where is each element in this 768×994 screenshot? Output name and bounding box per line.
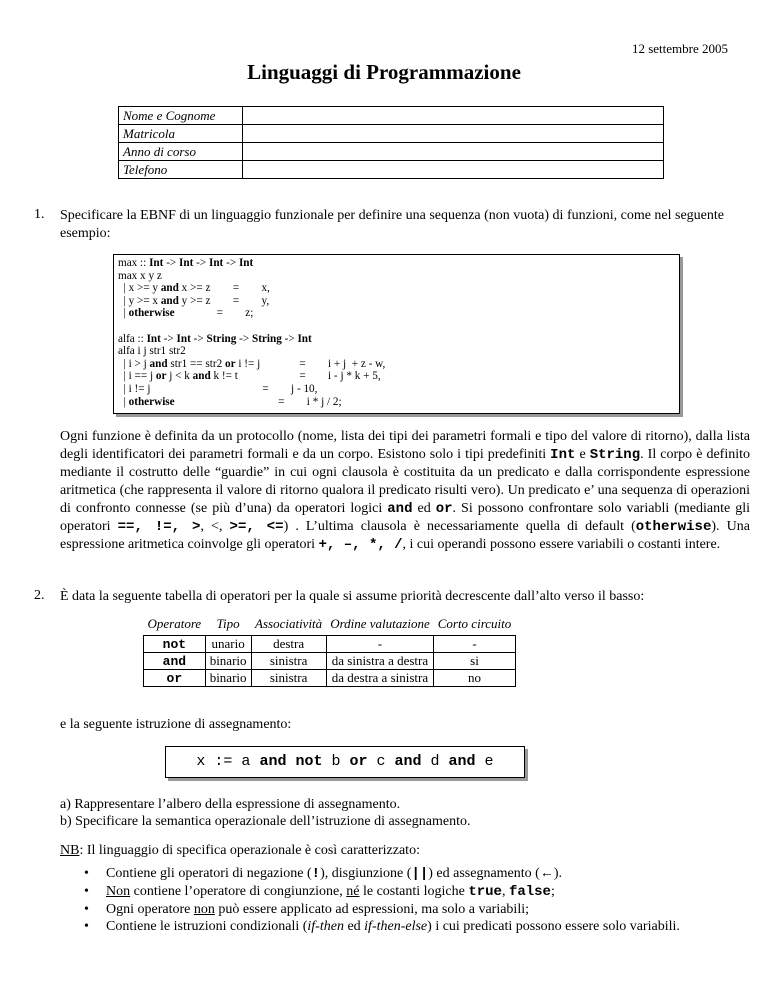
code-line bbox=[118, 270, 675, 283]
student-field-label: Anno di corso bbox=[119, 143, 243, 161]
code-run: and bbox=[160, 294, 179, 307]
student-info-table bbox=[118, 106, 664, 179]
ops-header-cell: Operatore bbox=[147, 616, 202, 631]
ops-cell: - bbox=[434, 636, 516, 653]
code-line bbox=[118, 320, 675, 333]
code-run: -> bbox=[193, 257, 209, 269]
code-run: otherwise bbox=[128, 307, 175, 320]
code-line bbox=[118, 307, 675, 320]
student-row bbox=[119, 143, 664, 161]
nb-run: NB bbox=[60, 843, 80, 858]
nb-list-item bbox=[80, 918, 760, 935]
ops-cell: not bbox=[144, 636, 206, 653]
nb-item-run: ) i cui predicati possono essere solo variabili. bbox=[427, 919, 680, 934]
assign-run: and bbox=[448, 753, 476, 770]
student-row bbox=[119, 125, 664, 143]
nb-item-run: || bbox=[411, 866, 429, 882]
code-run: Int bbox=[179, 257, 194, 269]
code-run: k != t = i - j * k + 5, bbox=[210, 370, 381, 383]
desc-run: ed bbox=[412, 501, 436, 516]
ops-header-cell: Ordine valutazione bbox=[330, 616, 430, 631]
nb-item-run: Ogni operatore bbox=[106, 902, 194, 917]
question-2-intro: È data la seguente tabella di operatori per la quale si assume priorità decrescente dall’alto verso il basso: bbox=[60, 589, 645, 604]
code-run: and bbox=[160, 282, 179, 295]
student-row bbox=[119, 107, 664, 125]
code-run: otherwise bbox=[128, 395, 175, 408]
ops-cell: and bbox=[144, 653, 206, 670]
nb-item-run: if-then bbox=[307, 919, 344, 934]
ops-cell: unario bbox=[205, 636, 251, 653]
assign-run: d bbox=[421, 753, 449, 770]
ops-cell: sinistra bbox=[251, 670, 326, 687]
code-line bbox=[118, 295, 675, 308]
nb-item-run: ), disgiunzione ( bbox=[320, 866, 412, 881]
page-title: Linguaggi di Programmazione bbox=[247, 60, 521, 84]
nb-item-run: né bbox=[346, 884, 360, 899]
nb-item-run: if-then-else bbox=[364, 919, 428, 934]
question-1-intro: Specificare la EBNF di un linguaggio funzionale per definire una sequenza (non vuota) di funzioni, come nel seguente esempio: bbox=[60, 208, 725, 241]
assign-run: c bbox=[367, 753, 395, 770]
ops-cell: binario bbox=[205, 670, 251, 687]
nb-item-run: ) ed assegnamento (←). bbox=[428, 866, 562, 881]
code-line bbox=[118, 257, 675, 270]
nb-item-run: , bbox=[501, 884, 509, 899]
code-run: String bbox=[251, 332, 282, 345]
assign-run: or bbox=[349, 753, 368, 770]
code-run: | i > j bbox=[118, 357, 150, 370]
ops-cell: sinistra bbox=[251, 653, 326, 670]
task-b: b) Specificare la semantica operazionale dell’istruzione di assegnamento. bbox=[60, 814, 471, 829]
ops-cell: da sinistra a destra bbox=[326, 653, 434, 670]
code-line bbox=[118, 383, 675, 396]
ops-cell: binario bbox=[205, 653, 251, 670]
code-run: | i == j bbox=[118, 370, 156, 383]
code-run: max x y z bbox=[118, 269, 162, 282]
nb-item-run: Non bbox=[106, 884, 131, 899]
code-run: | y >= x bbox=[118, 294, 161, 307]
code-line bbox=[118, 358, 675, 371]
code-run: max :: bbox=[118, 257, 150, 269]
code-line bbox=[118, 370, 675, 383]
nb-intro bbox=[60, 842, 420, 860]
student-field-label: Nome e Cognome bbox=[119, 107, 243, 125]
nb-item-run: ed bbox=[343, 919, 365, 934]
desc-run: ). Una espressione aritmetica coinvolge gli operatori bbox=[60, 519, 750, 552]
desc-run: . Si possono confrontare solo variabli (mediante gli operatori bbox=[60, 501, 750, 534]
code-run: Int bbox=[149, 257, 164, 269]
code-example bbox=[113, 254, 680, 414]
ops-header-cell: Associatività bbox=[255, 616, 323, 631]
code-line bbox=[118, 345, 675, 358]
desc-run: e bbox=[575, 447, 590, 462]
desc-run: otherwise bbox=[635, 519, 712, 535]
nb-item-run: ; bbox=[550, 884, 555, 899]
ops-cell: no bbox=[434, 670, 516, 687]
code-run: Int bbox=[146, 332, 161, 345]
nb-list-wrap bbox=[80, 865, 760, 935]
student-field-value[interactable] bbox=[243, 143, 664, 161]
code-run: and bbox=[192, 370, 211, 383]
code-line bbox=[118, 282, 675, 295]
desc-run: and bbox=[387, 501, 413, 517]
code-run: | x >= y bbox=[118, 282, 161, 295]
nb-item-run: false bbox=[508, 884, 551, 900]
assignment-intro: e la seguente istruzione di assegnamento: bbox=[60, 717, 292, 732]
nb-list-item bbox=[80, 901, 760, 918]
nb-run: : Il linguaggio di specifica operazionale è così caratterizzato: bbox=[79, 843, 420, 858]
nb-item-run: le costanti logiche bbox=[359, 884, 469, 899]
nb-list-item bbox=[80, 883, 760, 901]
code-run: -> bbox=[236, 332, 252, 345]
desc-run: . Il corpo è definito mediante il costrutto delle “guardie” in cui ogni clausola è costituita da un predicato e dalla corrispondente espressione aritmetica (che rappresenta il valore di ritorno qualora il predicato risulti vero). Un predicato e’ una sequenza di operazioni di confronto connesse (se più d’una) da operatori logici bbox=[60, 447, 751, 516]
ops-cell: or bbox=[144, 670, 206, 687]
ops-row bbox=[144, 636, 516, 653]
ops-cell: destra bbox=[251, 636, 326, 653]
student-field-label: Matricola bbox=[119, 125, 243, 143]
code-line bbox=[118, 396, 675, 409]
desc-run: String bbox=[589, 447, 641, 463]
nb-item-run: Contiene gli operatori di negazione ( bbox=[106, 866, 312, 881]
assign-run: b bbox=[322, 753, 350, 770]
code-run: | bbox=[118, 307, 129, 320]
code-run: | bbox=[118, 395, 129, 408]
student-field-value[interactable] bbox=[243, 125, 664, 143]
nb-list bbox=[80, 865, 760, 935]
code-run: or bbox=[224, 357, 236, 370]
nb-list-item bbox=[80, 865, 760, 883]
desc-run: ) . L’ultima clausola è necessariamente quella di default ( bbox=[283, 519, 636, 534]
student-row bbox=[119, 161, 664, 179]
desc-run: or bbox=[435, 501, 453, 517]
ops-cell: - bbox=[326, 636, 434, 653]
code-run: String bbox=[206, 332, 237, 345]
nb-item-run: true bbox=[468, 884, 502, 900]
nb-item-run: Contiene le istruzioni condizionali ( bbox=[106, 919, 308, 934]
desc-run: Ogni funzione è definita da un protocollo (nome, lista dei tipi dei parametri formali e tipo del valore di ritorno), dalla lista degli identificatori dei parametri formali e da un corpo. Esistono solo i tipi predefiniti bbox=[60, 429, 750, 462]
assign-run: and bbox=[394, 753, 422, 770]
code-run: x >= z = x, bbox=[178, 282, 270, 295]
ops-cell: si bbox=[434, 653, 516, 670]
code-run: and bbox=[149, 357, 168, 370]
student-field-value[interactable] bbox=[243, 161, 664, 179]
desc-run: +, –, *, / bbox=[318, 537, 403, 553]
code-line bbox=[118, 333, 675, 346]
code-run: = i * j / 2; bbox=[174, 395, 342, 408]
nb-item-run: contiene l’operatore di congiunzione, bbox=[130, 884, 347, 899]
code-run: str1 == str2 bbox=[167, 357, 225, 370]
desc-run: >=, <= bbox=[229, 519, 284, 535]
code-run: = z; bbox=[174, 307, 254, 320]
code-run: -> bbox=[223, 257, 239, 269]
code-run: -> bbox=[190, 332, 207, 345]
assign-run: x := a bbox=[196, 753, 260, 770]
code-run: -> bbox=[163, 257, 180, 269]
code-run: Int bbox=[176, 332, 191, 345]
desc-run: Int bbox=[550, 447, 576, 463]
code-run: or bbox=[155, 370, 167, 383]
exam-date: 12 settembre 2005 bbox=[631, 41, 728, 56]
code-run: Int bbox=[238, 257, 254, 269]
desc-run: , <, bbox=[200, 519, 230, 534]
code-run: | i != j = j - 10, bbox=[118, 382, 318, 395]
task-a: a) Rappresentare l’albero della espressione di assegnamento. bbox=[60, 797, 401, 812]
ops-cell: da destra a sinistra bbox=[326, 670, 434, 687]
student-field-label: Telefono bbox=[119, 161, 243, 179]
code-run: Int bbox=[297, 332, 312, 345]
code-run: alfa i j str1 str2 bbox=[118, 345, 186, 358]
student-field-value[interactable] bbox=[243, 107, 664, 125]
code-run: Int bbox=[208, 257, 224, 269]
question-1-number: 1. bbox=[34, 207, 45, 222]
assign-run: e bbox=[475, 753, 494, 770]
code-run: alfa :: bbox=[118, 332, 147, 345]
nb-item-run: ! bbox=[311, 866, 321, 882]
nb-item-run: non bbox=[193, 902, 215, 917]
desc-run: , i cui operandi possono essere variabili o costanti intere. bbox=[402, 537, 721, 552]
code-run: j < k bbox=[166, 370, 193, 383]
assign-run: and not bbox=[259, 753, 323, 770]
code-run: y >= z = y, bbox=[178, 294, 270, 307]
operators-table bbox=[143, 616, 516, 687]
ops-row bbox=[144, 670, 516, 687]
nb-item-run: può essere applicato ad espressioni, ma solo a variabili; bbox=[214, 902, 529, 917]
code-run: i != j = i + j + z - w, bbox=[235, 357, 386, 370]
question-2-number: 2. bbox=[34, 588, 45, 603]
question-1-description bbox=[60, 428, 750, 554]
assignment-statement bbox=[165, 746, 525, 778]
desc-run: ==, !=, > bbox=[117, 519, 201, 535]
code-run: -> bbox=[160, 332, 177, 345]
ops-header-cell: Corto circuito bbox=[437, 616, 512, 631]
ops-row bbox=[144, 653, 516, 670]
ops-header-cell: Tipo bbox=[216, 616, 240, 631]
code-run: -> bbox=[281, 332, 298, 345]
